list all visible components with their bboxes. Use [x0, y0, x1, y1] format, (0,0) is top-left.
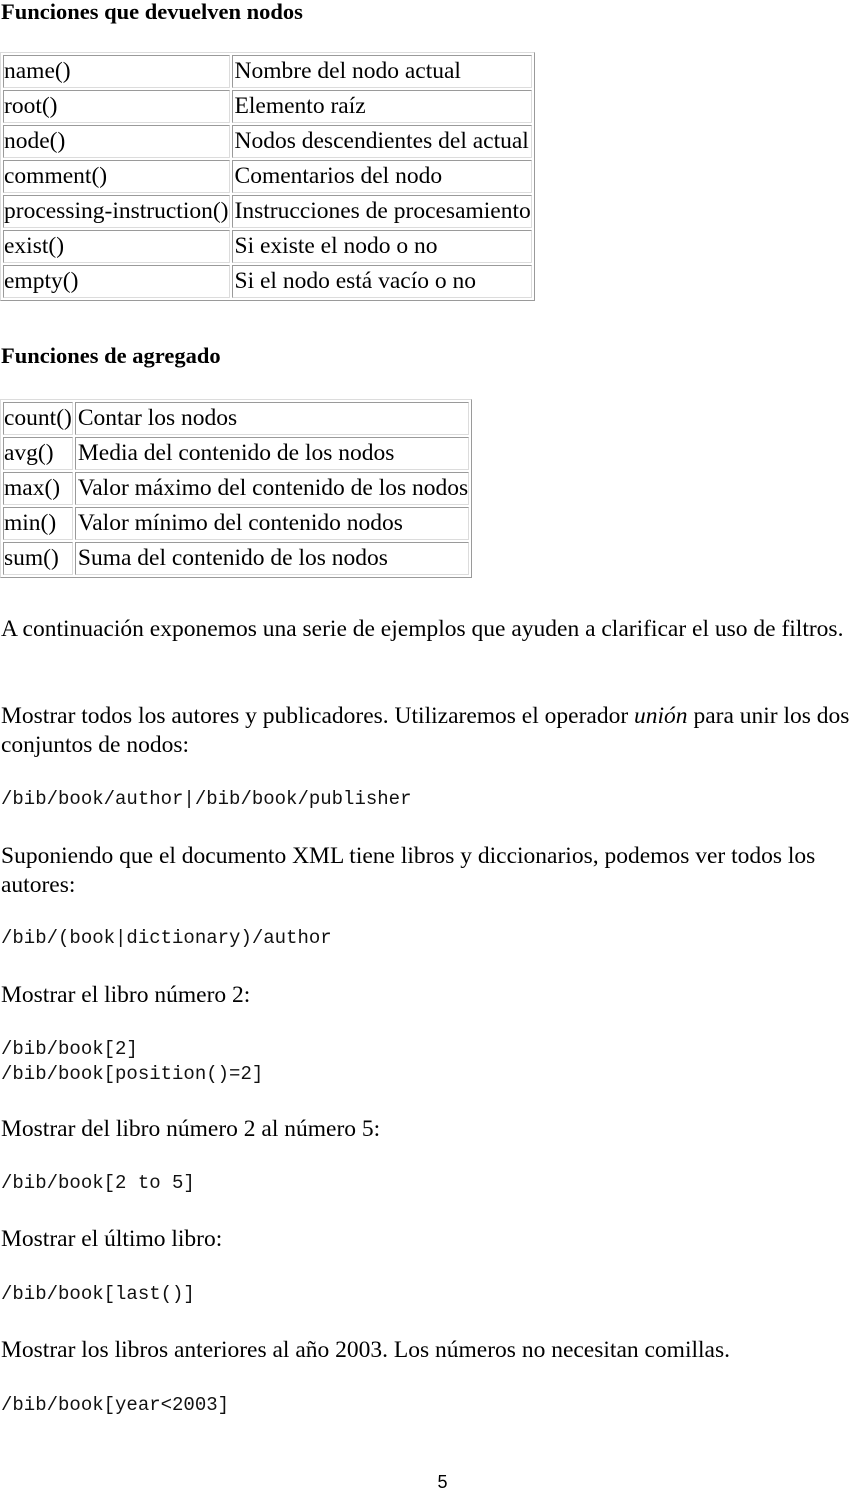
function-description-cell: Comentarios del nodo — [232, 160, 532, 193]
section-heading-node-functions: Funciones que devuelven nodos — [1, 0, 303, 24]
example-book2-paragraph: Mostrar el libro número 2: — [1, 982, 251, 1008]
function-description-cell: Contar los nodos — [75, 402, 469, 435]
table-row — [3, 160, 532, 193]
table-row — [3, 437, 469, 470]
function-name-cell: exist() — [3, 230, 230, 263]
function-description-cell: Instrucciones de procesamiento — [232, 195, 532, 228]
node-functions-table — [0, 52, 535, 301]
table-row — [3, 90, 532, 123]
table-row — [3, 472, 469, 505]
example-range-paragraph: Mostrar del libro número 2 al número 5: — [1, 1116, 381, 1142]
table-row — [3, 507, 469, 540]
intro-paragraph: A continuación exponemos una serie de ejemplos que ayuden a clarificar el uso de filtros. — [1, 616, 844, 642]
function-description-cell: Suma del contenido de los nodos — [75, 542, 469, 575]
function-name-cell: name() — [3, 55, 230, 88]
code-dictionary: /bib/(book|dictionary)/author — [1, 927, 332, 949]
function-description-cell: Si existe el nodo o no — [232, 230, 532, 263]
code-union: /bib/book/author|/bib/book/publisher — [1, 788, 412, 810]
table-row — [3, 55, 532, 88]
function-description-cell: Valor mínimo del contenido nodos — [75, 507, 469, 540]
example-union-text: Mostrar todos los autores y publicadores. Utilizaremos el operador — [1, 703, 635, 729]
function-description-cell: Media del contenido de los nodos — [75, 437, 469, 470]
example-dictionary-paragraph: Suponiendo que el documento XML tiene libros y diccionarios, podemos ver todos los autores: — [1, 843, 816, 898]
function-name-cell: avg() — [3, 437, 73, 470]
function-description-cell: Nombre del nodo actual — [232, 55, 532, 88]
function-name-cell: node() — [3, 125, 230, 158]
example-union-emphasis: unión — [634, 703, 688, 729]
function-name-cell: min() — [3, 507, 73, 540]
table-row — [3, 125, 532, 158]
function-description-cell: Nodos descendientes del actual — [232, 125, 532, 158]
example-last-paragraph: Mostrar el último libro: — [1, 1226, 223, 1252]
aggregate-functions-table — [0, 399, 472, 578]
table-row — [3, 230, 532, 263]
function-name-cell: sum() — [3, 542, 73, 575]
table-row — [3, 265, 532, 298]
table-row — [3, 542, 469, 575]
function-name-cell: processing-instruction() — [3, 195, 230, 228]
example-union-paragraph — [1, 702, 865, 760]
function-name-cell: empty() — [3, 265, 230, 298]
code-range: /bib/book[2 to 5] — [1, 1172, 195, 1194]
function-description-cell: Valor máximo del contenido de los nodos — [75, 472, 469, 505]
page-number: 5 — [437, 1472, 448, 1492]
example-year-paragraph: Mostrar los libros anteriores al año 2003. Los números no necesitan comillas. — [1, 1337, 730, 1363]
example-union-text-after: para unir los dos conjuntos de nodos: — [1, 703, 850, 758]
table-row — [3, 402, 469, 435]
code-last: /bib/book[last()] — [1, 1283, 195, 1305]
function-name-cell: max() — [3, 472, 73, 505]
code-book2-position: /bib/book[position()=2] — [1, 1063, 264, 1085]
code-year: /bib/book[year<2003] — [1, 1394, 230, 1416]
code-book2: /bib/book[2] — [1, 1038, 138, 1060]
table-row — [3, 195, 532, 228]
function-name-cell: count() — [3, 402, 73, 435]
function-name-cell: root() — [3, 90, 230, 123]
section-heading-aggregate-functions: Funciones de agregado — [1, 343, 221, 368]
function-description-cell: Elemento raíz — [232, 90, 532, 123]
function-description-cell: Si el nodo está vacío o no — [232, 265, 532, 298]
function-name-cell: comment() — [3, 160, 230, 193]
